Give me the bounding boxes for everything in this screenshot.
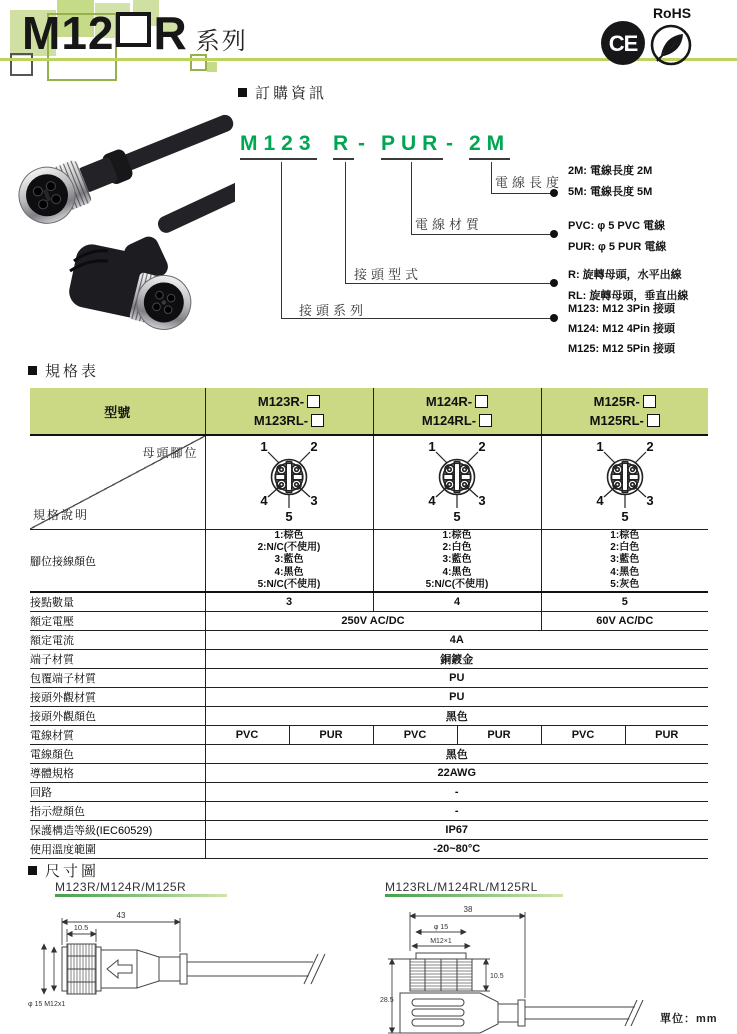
- svg-text:4: 4: [260, 493, 268, 508]
- spec-row: 接點數量 3 4 5: [30, 592, 708, 611]
- ce-logo-text: CE: [608, 31, 638, 56]
- svg-text:3: 3: [646, 493, 654, 508]
- section-bullet-icon: [28, 366, 37, 375]
- part-number-material: PUR: [381, 132, 443, 160]
- spec-row: 指示燈顏色 -: [30, 801, 708, 820]
- svg-text:2: 2: [646, 439, 654, 454]
- svg-text:4: 4: [428, 493, 436, 508]
- dim-length-label: 38: [463, 905, 473, 914]
- pin-diagram-row: [30, 435, 708, 530]
- section-ordering-title: 訂購資訊: [255, 85, 328, 102]
- spec-row: 電線顏色 黑色: [30, 744, 708, 763]
- svg-text:1: 1: [260, 439, 268, 454]
- svg-text:4: 4: [596, 493, 604, 508]
- spec-row: 導體規格 22AWG: [30, 763, 708, 782]
- pin-colors-row: [30, 530, 708, 593]
- product-photo: [0, 95, 235, 345]
- title-box-placeholder: [116, 12, 151, 47]
- spec-row: 額定電壓 250V AC/DC 60V AC/DC: [30, 611, 708, 630]
- section-bullet-icon: [28, 866, 37, 875]
- diagonal-header-cell: 母頭腳位 規格說明: [30, 435, 205, 530]
- branch-label-cable-material: 電線材質: [415, 217, 484, 232]
- spec-table: [30, 388, 708, 859]
- dim-knurl-label: 10.5: [73, 923, 89, 932]
- rohs-logo-text: RoHS: [652, 5, 692, 21]
- page-title: [22, 6, 248, 60]
- pin-diagram: [587, 436, 663, 524]
- svg-text:5: 5: [453, 509, 461, 524]
- svg-text:2: 2: [478, 439, 486, 454]
- pin-diagram-cell: [205, 435, 373, 530]
- svg-text:1: 1: [596, 439, 604, 454]
- dim-left-underline: [55, 894, 227, 897]
- branch-items-cable-material: PVC: φ 5 PVC 電線 PUR: φ 5 PUR 電線: [568, 220, 667, 253]
- branch-label-connector-type: 接頭型式: [354, 267, 423, 282]
- spec-row: 端子材質 銅鍍金: [30, 649, 708, 668]
- checkbox-placeholder: [647, 414, 660, 427]
- spec-row: 電線材質 PVC PUR PVC PUR PVC PUR: [30, 725, 708, 744]
- svg-text:2: 2: [310, 439, 318, 454]
- svg-text:5: 5: [621, 509, 629, 524]
- model-cell-m125: M125R- M125RL-: [541, 388, 708, 435]
- right-angle-connector: [66, 178, 235, 335]
- section-dimensions-title: 尺寸圖: [45, 863, 100, 880]
- model-cell-m123: M123R- M123RL-: [205, 388, 373, 435]
- spec-row: 接頭外觀顏色 黑色: [30, 706, 708, 725]
- spec-row-label: 腳位接線顏色: [30, 530, 205, 593]
- checkbox-placeholder: [311, 414, 324, 427]
- unit-label: 單位：mm: [660, 1013, 718, 1025]
- model-header-cell: 型號: [30, 388, 205, 435]
- section-spec-title: 規格表: [45, 363, 100, 380]
- insert-arrow-icon: [107, 960, 132, 978]
- checkbox-placeholder: [479, 414, 492, 427]
- title-prefix: M12: [22, 7, 115, 59]
- dim-knurl-label: 10.5: [490, 973, 504, 980]
- pin-colors-m125: 1:棕色 2:白色 3:藍色 4:黑色 5:灰色: [541, 530, 708, 593]
- dim-right-underline: [385, 894, 563, 897]
- branch-items-connector-series: M123: M12 3Pin 接頭 M124: M12 4Pin 接頭 M125: M12 5Pin 接頭: [568, 303, 675, 355]
- pin-diagram: [419, 436, 495, 524]
- checkbox-placeholder: [475, 395, 488, 408]
- spec-row: 包覆端子材質 PU: [30, 668, 708, 687]
- part-number-length: 2M: [469, 132, 510, 160]
- dim-left-drawing: [28, 898, 348, 1025]
- pin-colors-m123: 1:棕色 2:N/C(不使用) 3:藍色 4:黑色 5:N/C(不使用): [205, 530, 373, 593]
- dim-diameter-label: φ 15: [433, 924, 449, 931]
- spec-row: 回路 -: [30, 782, 708, 801]
- section-spec-heading: [28, 360, 99, 381]
- svg-text:1: 1: [428, 439, 436, 454]
- pin-diagram-cell: [373, 435, 541, 530]
- pin-colors-m124: 1:棕色 2:白色 3:藍色 4:黑色 5:N/C(不使用): [373, 530, 541, 593]
- spec-row: 保護構造等級(IEC60529) IP67: [30, 820, 708, 839]
- part-number-dash: -: [358, 132, 371, 155]
- series-label: 系列: [195, 28, 248, 55]
- dim-height-label: 28.5: [380, 997, 394, 1004]
- rohs-logo: [648, 4, 696, 68]
- pin-diagram: [251, 436, 327, 524]
- section-ordering-heading: [238, 82, 327, 103]
- branch-items-cable-length: 2M: 電線長度 2M 5M: 電線長度 5M: [568, 165, 653, 198]
- dim-length-label: 43: [116, 911, 126, 920]
- part-number-series: M123: [240, 132, 317, 160]
- branch-label-cable-length: 電線長度: [495, 175, 564, 190]
- model-cell-m124: M124R- M124RL-: [373, 388, 541, 435]
- svg-text:3: 3: [310, 493, 318, 508]
- checkbox-placeholder: [307, 395, 320, 408]
- dim-right-title: M123RL/M124RL/M125RL: [385, 880, 538, 894]
- svg-text:3: 3: [478, 493, 486, 508]
- dim-left-title: M123R/M124R/M125R: [55, 880, 187, 894]
- table-header-row: [30, 388, 708, 435]
- svg-text:5: 5: [285, 509, 293, 524]
- dim-diameter-thread-label: φ 15 M12x1: [28, 1001, 66, 1008]
- dim-thread-label: M12×1: [430, 938, 452, 945]
- title-suffix: R: [153, 7, 188, 59]
- ce-logo: [600, 20, 648, 68]
- part-number-type: R: [333, 132, 354, 160]
- section-bullet-icon: [238, 88, 247, 97]
- spec-row: 接頭外觀材質 PU: [30, 687, 708, 706]
- branch-items-connector-type: R: 旋轉母頭，水平出線 RL: 旋轉母頭，垂直出線: [568, 269, 689, 302]
- branch-label-connector-series: 接頭系列: [299, 303, 368, 318]
- spec-row: 使用溫度範圍 -20~80°C: [30, 839, 708, 858]
- checkbox-placeholder: [643, 395, 656, 408]
- spec-row: 額定電流 4A: [30, 630, 708, 649]
- pin-diagram-cell: [541, 435, 708, 530]
- part-number-dash: -: [446, 132, 459, 155]
- section-dimensions-heading: [28, 860, 99, 881]
